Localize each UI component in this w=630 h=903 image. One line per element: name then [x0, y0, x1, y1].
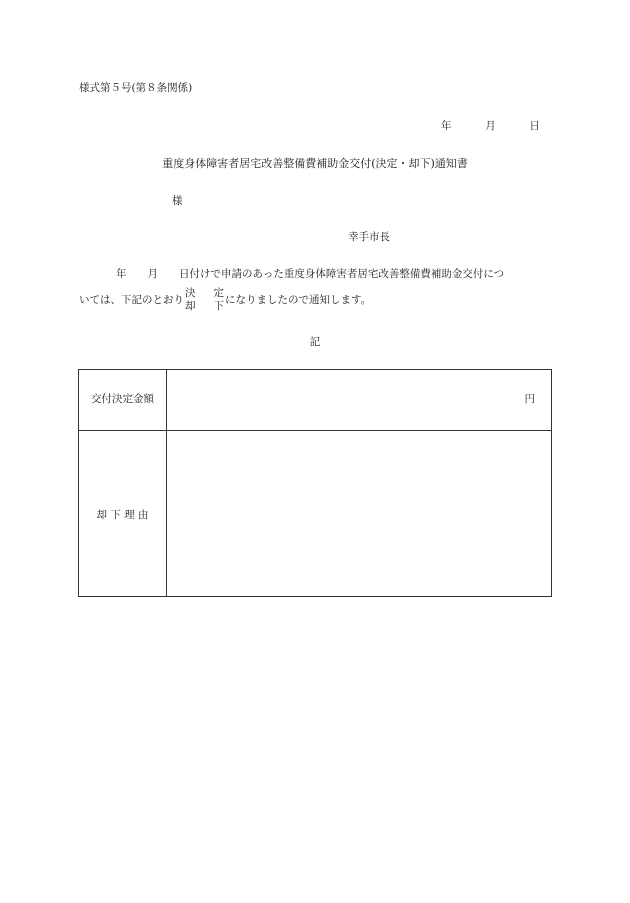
choice-bottom-2: 下 [213, 300, 224, 312]
choice-top-2: 定 [213, 287, 224, 299]
table-vertical-divider [166, 370, 167, 596]
choice-top-1: 決 [185, 287, 196, 299]
date-month: 月 [485, 120, 496, 132]
choice-bottom-1: 却 [185, 300, 196, 312]
body-year: 年 [116, 268, 127, 280]
body-line-1-text: 日付けで申請のあった重度身体障害者居宅改善整備費補助金交付につ [179, 268, 505, 280]
details-table [78, 369, 552, 597]
table-horizontal-divider [79, 430, 551, 431]
date-line [441, 121, 540, 132]
addressee-suffix: 様 [172, 195, 183, 207]
form-number: 様式第５号(第８条関係) [79, 82, 193, 94]
body-month: 月 [147, 268, 158, 280]
body-line-2-suffix: になりましたので通知します。 [225, 293, 372, 306]
yen-unit: 円 [524, 393, 535, 405]
body-line-1 [116, 269, 504, 280]
grant-amount-label: 交付決定金額 [91, 393, 154, 405]
date-day: 日 [529, 120, 540, 132]
document-title: 重度身体障害者居宅改善整備費補助金交付(決定・却下)通知書 [162, 157, 468, 170]
body-line-2-prefix: いては、下記のとおり [79, 293, 184, 306]
rejection-reason-label: 却 下 理 由 [96, 509, 149, 521]
body-line-2 [79, 288, 371, 312]
decision-choice [185, 288, 224, 312]
date-year: 年 [441, 120, 452, 132]
ki-heading: 記 [309, 336, 321, 348]
issuer-name: 幸手市長 [348, 231, 390, 243]
